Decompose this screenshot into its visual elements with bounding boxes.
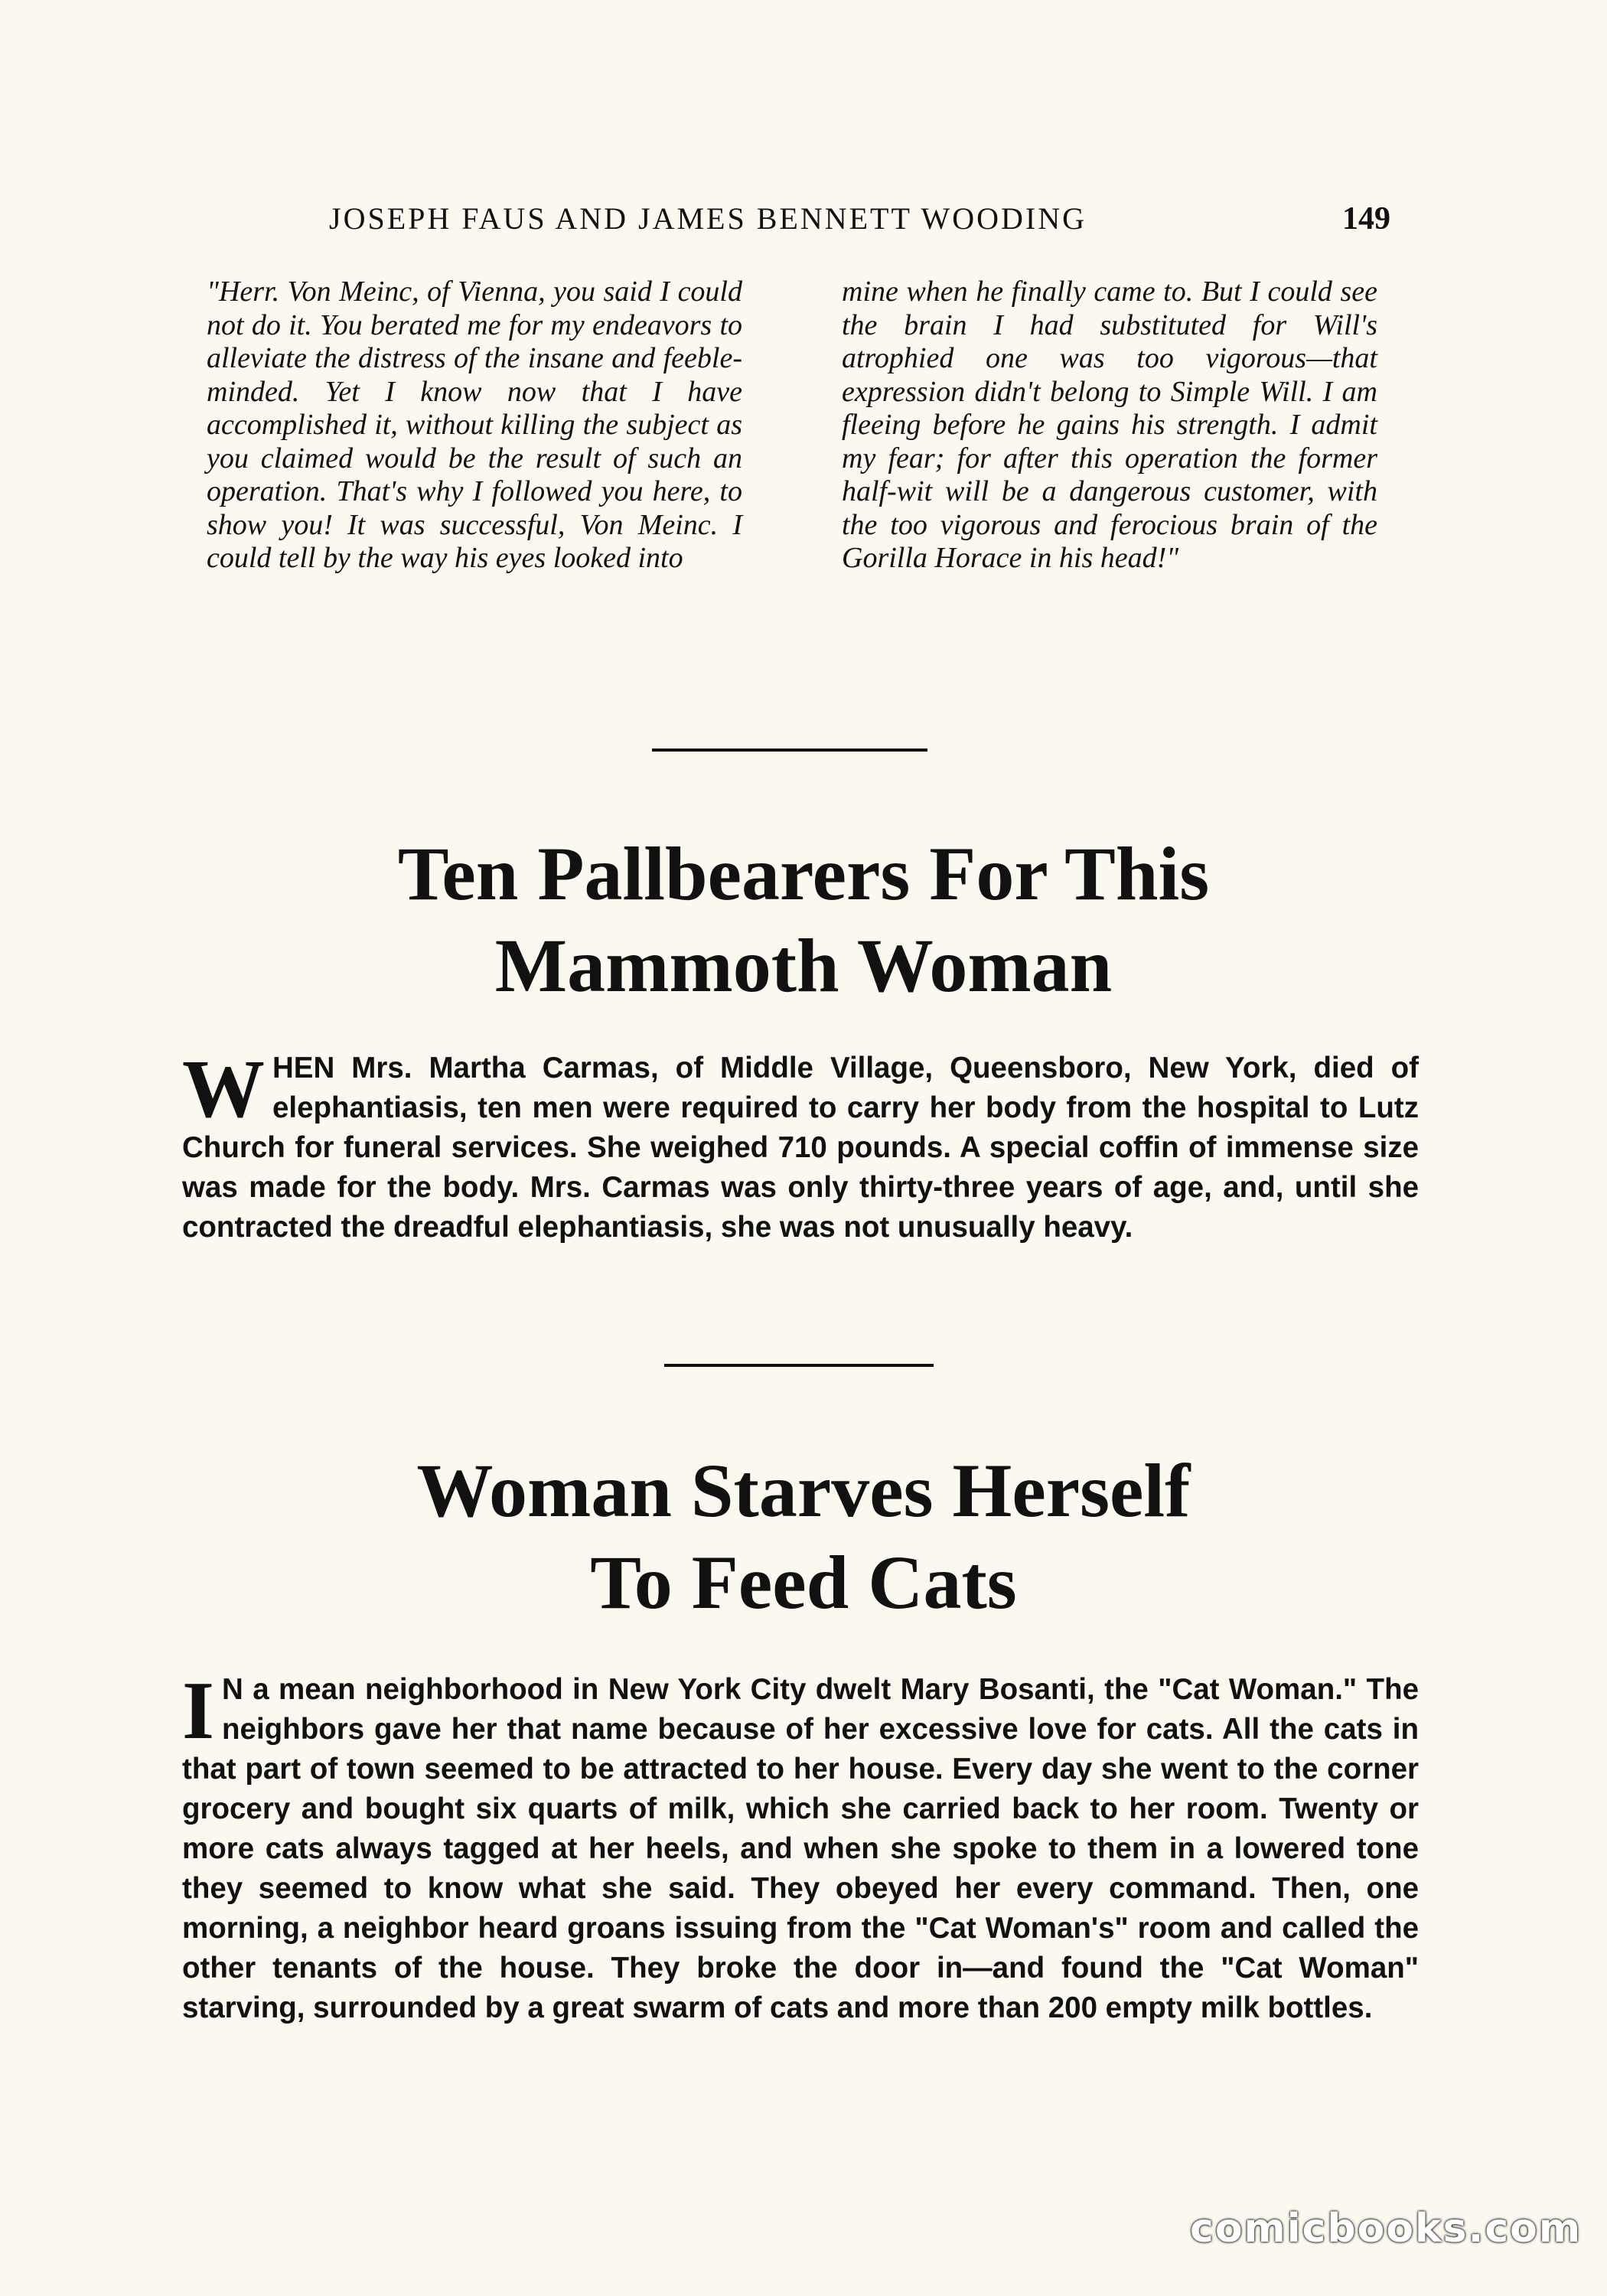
story-continuation bbox=[207, 276, 1377, 576]
watermark: comicbooks.com bbox=[1190, 2206, 1583, 2252]
article-2-body bbox=[182, 1665, 1419, 2028]
article-2-headline bbox=[153, 1445, 1454, 1629]
section-divider bbox=[664, 1364, 934, 1367]
story-column-left: "Herr. Von Meinc, of Vienna, you said I could not do it. You berated me for my endeavors to alleviate the distress of the insane and feeble-minded. Yet I know now that I have accomplished it, without killing the subject as you claimed would be the result of such an operation. That's why I followed you here, to show you! It was successful, Von Meinc. I could tell by the way his eyes looked into bbox=[207, 276, 742, 574]
article-2-text: N a mean neighborhood in New York City dwelt Mary Bosanti, the "Cat Woman." The neighbors gave her that name because of her excessive love for cats. All the cats in that part of town seemed to be attracted to her house. Every day she went to the corner grocery and bought six quarts of milk, which she carried back to her room. Twenty or more cats always tagged at her heels, and when she spoke to them in a lowered tone they seemed to know what she said. They obeyed her every command. Then, one morning, a neighbor heard groans issuing from the "Cat Woman's" room and called the other tenants of the house. They broke the door in—and found the "Cat Woman" starving, surrounded by a great swarm of cats and more than 200 empty milk bottles. bbox=[182, 1673, 1419, 2024]
article-1-headline-line-1: Ten Pallbearers For This bbox=[397, 831, 1210, 916]
page-number: 149 bbox=[1342, 201, 1390, 236]
section-divider bbox=[652, 748, 927, 752]
article-1-body bbox=[182, 1044, 1419, 1247]
article-1-drop-cap: W bbox=[182, 1044, 265, 1135]
article-1-headline-line-2: Mammoth Woman bbox=[494, 923, 1113, 1008]
running-head: JOSEPH FAUS AND JAMES BENNETT WOODING bbox=[329, 201, 1087, 236]
article-2-drop-cap: I bbox=[182, 1665, 215, 1756]
article-1-headline bbox=[153, 828, 1454, 1012]
article-2-headline-line-1: Woman Starves Herself bbox=[416, 1448, 1191, 1533]
article-2-headline-line-2: To Feed Cats bbox=[590, 1540, 1017, 1625]
article-1-text: HEN Mrs. Martha Carmas, of Middle Village, Queensboro, New York, died of elephantiasis, ten men were required to carry her body from the hospital to Lutz Church for funeral services. She weighed 710 pounds. A special coffin of immense size was made for the body. Mrs. Carmas was only thirty-three years of age, and, until she contracted the dreadful elephantiasis, she was not unusually heavy. bbox=[182, 1052, 1419, 1244]
story-column-right: mine when he finally came to. But I could see the brain I had substituted for Will's atrophied one was too vigorous—that expression didn't belong to Simple Will. I am fleeing before he gains his strength. I admit my fear; for after this operation the former half-wit will be a dangerous customer, with the too vigorous and ferocious brain of the Gorilla Horace in his head!" bbox=[842, 276, 1377, 574]
